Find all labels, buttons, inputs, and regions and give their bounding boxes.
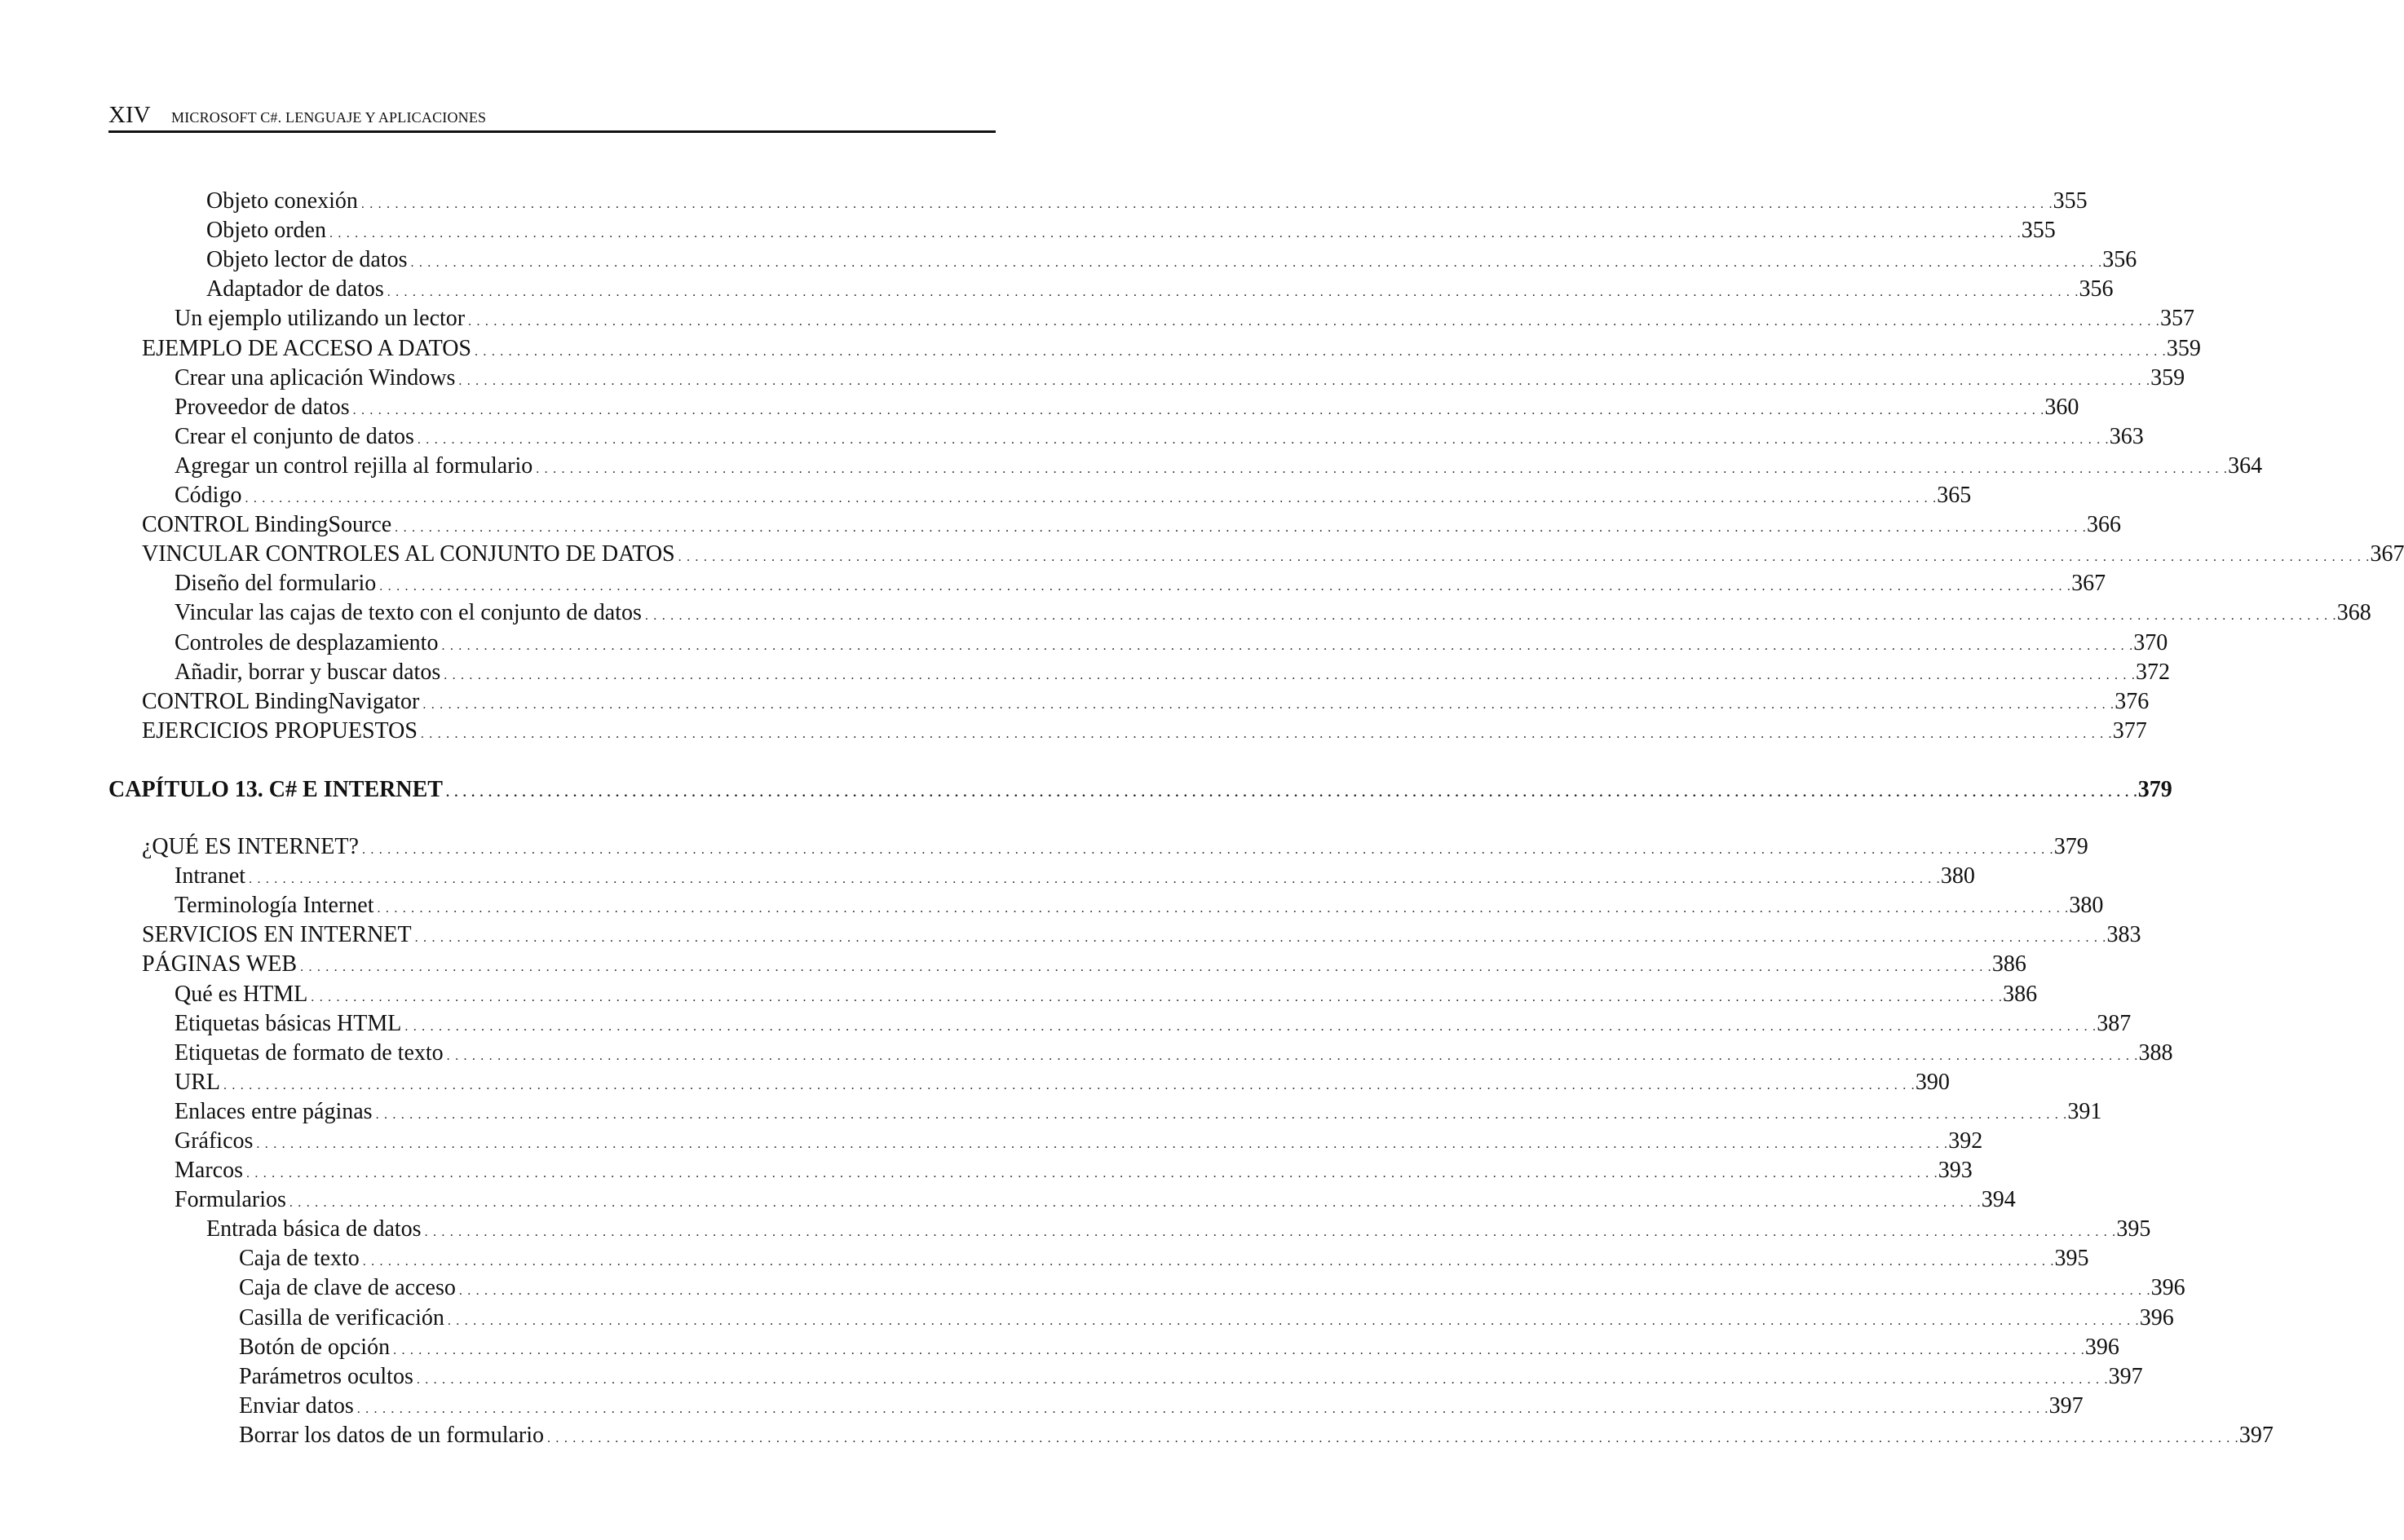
toc-entry-page: 386: [2003, 982, 2038, 1007]
toc-entry-title: Crear el conjunto de datos: [175, 424, 414, 449]
toc-entry[interactable]: [142, 510, 2121, 540]
toc-entry-title: Controles de desplazamiento: [175, 630, 439, 655]
dot-leader: . . . . . . . . . . . . . . . . . . . . . . . . . . . . . . . . . . . . . . . . . . . . . . . . . . . . . . . . . . . . . . . . . . . . . . . . . . . . . . . . . . . . . . . . . . . . . . . . . . . . . . . . . . . . . . . . . . . . . . . . . . . . . . . . . . . . . . . . . . . . . . . . . . . . . . . . . . . . . . . . . . . . . . . . . . . . . . . . . . . . . . . . . . . . . . . . . . . . . . . .: [445, 786, 2138, 800]
dot-leader: . . . . . . . . . . . . . . . . . . . . . . . . . . . . . . . . . . . . . . . . . . . . . . . . . . . . . . . . . . . . . . . . . . . . . . . . . . . . . . . . . . . . . . . . . . . . . . . . . . . . . . . . . . . . . . . . . . . . . . . . . . . . . . . . . . . . . . . . . . . . . . . . . . . . . . . . . . . . . . . . . . . . . . . . . . . . . . . . . . . . . . . . . . . . . . . . . . . . . . . .: [300, 960, 1992, 974]
dot-leader: . . . . . . . . . . . . . . . . . . . . . . . . . . . . . . . . . . . . . . . . . . . . . . . . . . . . . . . . . . . . . . . . . . . . . . . . . . . . . . . . . . . . . . . . . . . . . . . . . . . . . . . . . . . . . . . . . . . . . . . . . . . . . . . . . . . . . . . . . . . . . . . . . . . . . . . . . . . . . . . . . . . . . . . . . . . . . . . . . . . . . . . . . . . . . . . . . . . . . . . .: [417, 433, 2110, 447]
toc-entry-page: 367: [2370, 541, 2404, 567]
dot-leader: . . . . . . . . . . . . . . . . . . . . . . . . . . . . . . . . . . . . . . . . . . . . . . . . . . . . . . . . . . . . . . . . . . . . . . . . . . . . . . . . . . . . . . . . . . . . . . . . . . . . . . . . . . . . . . . . . . . . . . . . . . . . . . . . . . . . . . . . . . . . . . . . . . . . . . . . . . . . . . . . . . . . . . . . . . . . . . . . . . . . . . . . . . . . . . . . . . . . . . . .: [468, 315, 2160, 329]
toc-entry-title: EJERCICIOS PROPUESTOS: [142, 718, 418, 744]
dot-leader: . . . . . . . . . . . . . . . . . . . . . . . . . . . . . . . . . . . . . . . . . . . . . . . . . . . . . . . . . . . . . . . . . . . . . . . . . . . . . . . . . . . . . . . . . . . . . . . . . . . . . . . . . . . . . . . . . . . . . . . . . . . . . . . . . . . . . . . . . . . . . . . . . . . . . . . . . . . . . . . . . . . . . . . . . . . . . . . . . . . . . . . . . . . . . . . . . . . . . . . .: [422, 698, 2115, 712]
toc-entry-page: 394: [1981, 1187, 2016, 1212]
toc-entry[interactable]: [206, 245, 2137, 275]
toc-entry-page: 380: [1940, 863, 1975, 889]
toc-entry[interactable]: [175, 422, 2144, 452]
toc-entry-title: Caja de texto: [239, 1246, 360, 1271]
dot-leader: . . . . . . . . . . . . . . . . . . . . . . . . . . . . . . . . . . . . . . . . . . . . . . . . . . . . . . . . . . . . . . . . . . . . . . . . . . . . . . . . . . . . . . . . . . . . . . . . . . . . . . . . . . . . . . . . . . . . . . . . . . . . . . . . . . . . . . . . . . . . . . . . . . . . . . . . . . . . . . . . . . . . . . . . . . . . . . . . . . . . . . . . . . . . . . . . . . . . . . . .: [678, 550, 2371, 564]
toc-entry-page: 397: [2048, 1393, 2084, 1419]
dot-leader: . . . . . . . . . . . . . . . . . . . . . . . . . . . . . . . . . . . . . . . . . . . . . . . . . . . . . . . . . . . . . . . . . . . . . . . . . . . . . . . . . . . . . . . . . . . . . . . . . . . . . . . . . . . . . . . . . . . . . . . . . . . . . . . . . . . . . . . . . . . . . . . . . . . . . . . . . . . . . . . . . . . . . . . . . . . . . . . . . . . . . . . . . . . . . . . . . . . . . . . .: [377, 902, 2070, 916]
toc-entry-title: Agregar un control rejilla al formulario: [175, 453, 533, 479]
toc-entry[interactable]: [175, 364, 2185, 393]
dot-leader: . . . . . . . . . . . . . . . . . . . . . . . . . . . . . . . . . . . . . . . . . . . . . . . . . . . . . . . . . . . . . . . . . . . . . . . . . . . . . . . . . . . . . . . . . . . . . . . . . . . . . . . . . . . . . . . . . . . . . . . . . . . . . . . . . . . . . . . . . . . . . . . . . . . . . . . . . . . . . . . . . . . . . . . . . . . . . . . . . . . . . . . . . . . . . . . . . . . . . . . .: [289, 1196, 1982, 1210]
dot-leader: . . . . . . . . . . . . . . . . . . . . . . . . . . . . . . . . . . . . . . . . . . . . . . . . . . . . . . . . . . . . . . . . . . . . . . . . . . . . . . . . . . . . . . . . . . . . . . . . . . . . . . . . . . . . . . . . . . . . . . . . . . . . . . . . . . . . . . . . . . . . . . . . . . . . . . . . . . . . . . . . . . . . . . . . . . . . . . . . . . . . . . . . . . . . . . . . . . . . . . . .: [311, 991, 2004, 1004]
toc-entry[interactable]: [175, 658, 2171, 687]
toc-entry-page: 359: [2166, 336, 2201, 361]
dot-leader: . . . . . . . . . . . . . . . . . . . . . . . . . . . . . . . . . . . . . . . . . . . . . . . . . . . . . . . . . . . . . . . . . . . . . . . . . . . . . . . . . . . . . . . . . . . . . . . . . . . . . . . . . . . . . . . . . . . . . . . . . . . . . . . . . . . . . . . . . . . . . . . . . . . . . . . . . . . . . . . . . . . . . . . . . . . . . . . . . . . . . . . . . . . . . . . . . . . . . . . .: [249, 872, 1941, 886]
toc-entry-page: 377: [2112, 718, 2147, 744]
dot-leader: . . . . . . . . . . . . . . . . . . . . . . . . . . . . . . . . . . . . . . . . . . . . . . . . . . . . . . . . . . . . . . . . . . . . . . . . . . . . . . . . . . . . . . . . . . . . . . . . . . . . . . . . . . . . . . . . . . . . . . . . . . . . . . . . . . . . . . . . . . . . . . . . . . . . . . . . . . . . . . . . . . . . . . . . . . . . . . . . . . . . . . . . . . . . . . . . . . . . . . . .: [352, 404, 2045, 417]
toc-entry[interactable]: [175, 1039, 2173, 1068]
toc-entry-page: 383: [2106, 922, 2141, 947]
toc-entry[interactable]: [239, 1421, 2274, 1450]
toc-entry[interactable]: [175, 862, 1975, 891]
toc-entry-page: 396: [2084, 1335, 2119, 1360]
toc-entry-title: EJEMPLO DE ACCESO A DATOS: [142, 336, 472, 361]
dot-leader: . . . . . . . . . . . . . . . . . . . . . . . . . . . . . . . . . . . . . . . . . . . . . . . . . . . . . . . . . . . . . . . . . . . . . . . . . . . . . . . . . . . . . . . . . . . . . . . . . . . . . . . . . . . . . . . . . . . . . . . . . . . . . . . . . . . . . . . . . . . . . . . . . . . . . . . . . . . . . . . . . . . . . . . . . . . . . . . . . . . . . . . . . . . . . . . . . . . . . . . .: [424, 1225, 2117, 1239]
toc-entry-title: Proveedor de datos: [175, 395, 350, 420]
toc-entry-page: 388: [2138, 1040, 2173, 1066]
dot-leader: . . . . . . . . . . . . . . . . . . . . . . . . . . . . . . . . . . . . . . . . . . . . . . . . . . . . . . . . . . . . . . . . . . . . . . . . . . . . . . . . . . . . . . . . . . . . . . . . . . . . . . . . . . . . . . . . . . . . . . . . . . . . . . . . . . . . . . . . . . . . . . . . . . . . . . . . . . . . . . . . . . . . . . . . . . . . . . . . . . . . . . . . . . . . . . . . . . . . . . . .: [329, 227, 2022, 240]
toc-entry-page: 355: [2021, 218, 2056, 243]
toc-entry-page: 376: [2115, 689, 2150, 714]
dot-leader: . . . . . . . . . . . . . . . . . . . . . . . . . . . . . . . . . . . . . . . . . . . . . . . . . . . . . . . . . . . . . . . . . . . . . . . . . . . . . . . . . . . . . . . . . . . . . . . . . . . . . . . . . . . . . . . . . . . . . . . . . . . . . . . . . . . . . . . . . . . . . . . . . . . . . . . . . . . . . . . . . . . . . . . . . . . . . . . . . . . . . . . . . . . . . . . . . . . . . . . .: [458, 374, 2151, 388]
toc-entry[interactable]: [239, 1392, 2084, 1421]
toc-entry[interactable]: [175, 481, 1972, 510]
toc-entry-title: Enviar datos: [239, 1393, 354, 1419]
toc-entry[interactable]: [175, 598, 2371, 628]
toc-entry-title: CONTROL BindingNavigator: [142, 689, 420, 714]
toc-entry-page: 360: [2044, 395, 2079, 420]
page-folio: XIV: [108, 102, 151, 128]
toc-entry-page: 391: [2067, 1099, 2102, 1124]
toc-entry[interactable]: [175, 1156, 1973, 1185]
toc-entry[interactable]: [142, 717, 2147, 746]
toc-entry-title: Objeto conexión: [206, 188, 358, 214]
toc-entry-title: Diseño del formulario: [175, 571, 377, 596]
toc-entry-title: Crear una aplicación Windows: [175, 365, 456, 391]
toc-entry-page: 390: [1915, 1070, 1950, 1095]
toc-entry-page: 356: [2102, 247, 2137, 272]
dot-leader: . . . . . . . . . . . . . . . . . . . . . . . . . . . . . . . . . . . . . . . . . . . . . . . . . . . . . . . . . . . . . . . . . . . . . . . . . . . . . . . . . . . . . . . . . . . . . . . . . . . . . . . . . . . . . . . . . . . . . . . . . . . . . . . . . . . . . . . . . . . . . . . . . . . . . . . . . . . . . . . . . . . . . . . . . . . . . . . . . . . . . . . . . . . . . . . . . . . . . . . .: [245, 492, 1938, 505]
toc-entry-title: Botón de opción: [239, 1335, 391, 1360]
toc-entry[interactable]: [239, 1304, 2174, 1333]
toc-entry-page: 370: [2133, 630, 2168, 655]
dot-leader: . . . . . . . . . . . . . . . . . . . . . . . . . . . . . . . . . . . . . . . . . . . . . . . . . . . . . . . . . . . . . . . . . . . . . . . . . . . . . . . . . . . . . . . . . . . . . . . . . . . . . . . . . . . . . . . . . . . . . . . . . . . . . . . . . . . . . . . . . . . . . . . . . . . . . . . . . . . . . . . . . . . . . . . . . . . . . . . . . . . . . . . . . . . . . . . . . . . . . . . .: [395, 521, 2087, 535]
toc-entry[interactable]: [175, 569, 2106, 598]
toc-entry-title: Añadir, borrar y buscar datos: [175, 660, 441, 685]
toc-entry-page: 397: [2238, 1423, 2274, 1448]
toc-entry-page: 396: [2150, 1275, 2185, 1300]
toc-entry-title: Terminología Internet: [175, 893, 374, 918]
dot-leader: . . . . . . . . . . . . . . . . . . . . . . . . . . . . . . . . . . . . . . . . . . . . . . . . . . . . . . . . . . . . . . . . . . . . . . . . . . . . . . . . . . . . . . . . . . . . . . . . . . . . . . . . . . . . . . . . . . . . . . . . . . . . . . . . . . . . . . . . . . . . . . . . . . . . . . . . . . . . . . . . . . . . . . . . . . . . . . . . . . . . . . . . . . . . . . . . . . . . . . . .: [361, 843, 2054, 857]
toc-chapter-entry[interactable]: [108, 775, 2172, 805]
toc-entry-title: Objeto orden: [206, 218, 326, 243]
toc-entry-page: 393: [1938, 1158, 1973, 1183]
dot-leader: . . . . . . . . . . . . . . . . . . . . . . . . . . . . . . . . . . . . . . . . . . . . . . . . . . . . . . . . . . . . . . . . . . . . . . . . . . . . . . . . . . . . . . . . . . . . . . . . . . . . . . . . . . . . . . . . . . . . . . . . . . . . . . . . . . . . . . . . . . . . . . . . . . . . . . . . . . . . . . . . . . . . . . . . . . . . . . . . . . . . . . . . . . . . . . . . . . . . . . . .: [446, 1049, 2139, 1063]
toc-entry[interactable]: [175, 1097, 2102, 1127]
dot-leader: . . . . . . . . . . . . . . . . . . . . . . . . . . . . . . . . . . . . . . . . . . . . . . . . . . . . . . . . . . . . . . . . . . . . . . . . . . . . . . . . . . . . . . . . . . . . . . . . . . . . . . . . . . . . . . . . . . . . . . . . . . . . . . . . . . . . . . . . . . . . . . . . . . . . . . . . . . . . . . . . . . . . . . . . . . . . . . . . . . . . . . . . . . . . . . . . . . . . . . . .: [375, 1108, 2068, 1122]
toc-entry-title: Vincular las cajas de texto con el conjunto de datos: [175, 600, 642, 625]
dot-leader: . . . . . . . . . . . . . . . . . . . . . . . . . . . . . . . . . . . . . . . . . . . . . . . . . . . . . . . . . . . . . . . . . . . . . . . . . . . . . . . . . . . . . . . . . . . . . . . . . . . . . . . . . . . . . . . . . . . . . . . . . . . . . . . . . . . . . . . . . . . . . . . . . . . . . . . . . . . . . . . . . . . . . . . . . . . . . . . . . . . . . . . . . . . . . . . . . . . . . . . .: [458, 1284, 2151, 1298]
toc-entry-page: 387: [2097, 1011, 2132, 1036]
toc-entry-title: Un ejemplo utilizando un lector: [175, 306, 466, 331]
dot-leader: . . . . . . . . . . . . . . . . . . . . . . . . . . . . . . . . . . . . . . . . . . . . . . . . . . . . . . . . . . . . . . . . . . . . . . . . . . . . . . . . . . . . . . . . . . . . . . . . . . . . . . . . . . . . . . . . . . . . . . . . . . . . . . . . . . . . . . . . . . . . . . . . . . . . . . . . . . . . . . . . . . . . . . . . . . . . . . . . . . . . . . . . . . . . . . . . . . . . . . . .: [536, 462, 2229, 476]
toc-entry-page: 397: [2108, 1364, 2143, 1389]
toc-entry[interactable]: [239, 1244, 2089, 1273]
dot-leader: . . . . . . . . . . . . . . . . . . . . . . . . . . . . . . . . . . . . . . . . . . . . . . . . . . . . . . . . . . . . . . . . . . . . . . . . . . . . . . . . . . . . . . . . . . . . . . . . . . . . . . . . . . . . . . . . . . . . . . . . . . . . . . . . . . . . . . . . . . . . . . . . . . . . . . . . . . . . . . . . . . . . . . . . . . . . . . . . . . . . . . . . . . . . . . . . . . . . . . . .: [547, 1432, 2239, 1445]
toc-entry-page: 380: [2069, 893, 2104, 918]
toc-entry[interactable]: [175, 1068, 1950, 1097]
toc-entry[interactable]: [175, 980, 2038, 1009]
toc-entry-page: 364: [2228, 453, 2263, 479]
toc-entry[interactable]: [175, 1127, 1983, 1156]
toc-entry-page: 396: [2139, 1305, 2174, 1330]
toc-entry[interactable]: [175, 891, 2104, 920]
dot-leader: . . . . . . . . . . . . . . . . . . . . . . . . . . . . . . . . . . . . . . . . . . . . . . . . . . . . . . . . . . . . . . . . . . . . . . . . . . . . . . . . . . . . . . . . . . . . . . . . . . . . . . . . . . . . . . . . . . . . . . . . . . . . . . . . . . . . . . . . . . . . . . . . . . . . . . . . . . . . . . . . . . . . . . . . . . . . . . . . . . . . . . . . . . . . . . . . . . . . . . . .: [644, 609, 2337, 623]
toc-entry-page: 366: [2086, 512, 2121, 537]
toc-entry-page: 392: [1948, 1128, 1983, 1154]
toc-entry-title: Borrar los datos de un formulario: [239, 1423, 545, 1448]
toc-entry-page: 355: [2053, 188, 2088, 214]
dot-leader: . . . . . . . . . . . . . . . . . . . . . . . . . . . . . . . . . . . . . . . . . . . . . . . . . . . . . . . . . . . . . . . . . . . . . . . . . . . . . . . . . . . . . . . . . . . . . . . . . . . . . . . . . . . . . . . . . . . . . . . . . . . . . . . . . . . . . . . . . . . . . . . . . . . . . . . . . . . . . . . . . . . . . . . . . . . . . . . . . . . . . . . . . . . . . . . . . . . . . . . .: [410, 256, 2103, 270]
toc-entry-page: 365: [1937, 483, 1972, 508]
toc-entry-page: 359: [2150, 365, 2185, 391]
toc-entry[interactable]: [239, 1362, 2143, 1392]
toc-entry[interactable]: [206, 275, 2114, 304]
toc-entry[interactable]: [142, 832, 2088, 862]
dot-leader: . . . . . . . . . . . . . . . . . . . . . . . . . . . . . . . . . . . . . . . . . . . . . . . . . . . . . . . . . . . . . . . . . . . . . . . . . . . . . . . . . . . . . . . . . . . . . . . . . . . . . . . . . . . . . . . . . . . . . . . . . . . . . . . . . . . . . . . . . . . . . . . . . . . . . . . . . . . . . . . . . . . . . . . . . . . . . . . . . . . . . . . . . . . . . . . . . . . . . . . .: [420, 727, 2113, 741]
dot-leader: . . . . . . . . . . . . . . . . . . . . . . . . . . . . . . . . . . . . . . . . . . . . . . . . . . . . . . . . . . . . . . . . . . . . . . . . . . . . . . . . . . . . . . . . . . . . . . . . . . . . . . . . . . . . . . . . . . . . . . . . . . . . . . . . . . . . . . . . . . . . . . . . . . . . . . . . . . . . . . . . . . . . . . . . . . . . . . . . . . . . . . . . . . . . . . . . . . . . . . . .: [475, 345, 2167, 359]
dot-leader: . . . . . . . . . . . . . . . . . . . . . . . . . . . . . . . . . . . . . . . . . . . . . . . . . . . . . . . . . . . . . . . . . . . . . . . . . . . . . . . . . . . . . . . . . . . . . . . . . . . . . . . . . . . . . . . . . . . . . . . . . . . . . . . . . . . . . . . . . . . . . . . . . . . . . . . . . . . . . . . . . . . . . . . . . . . . . . . . . . . . . . . . . . . . . . . . . . . . . . . .: [360, 197, 2053, 211]
toc-entry[interactable]: [206, 187, 2088, 216]
toc-entry-title: Qué es HTML: [175, 982, 308, 1007]
toc-entry[interactable]: [142, 334, 2201, 364]
toc-entry-page: 357: [2159, 306, 2194, 331]
toc-entry-title: Parámetros ocultos: [239, 1364, 413, 1389]
toc-entry-page: 386: [1991, 951, 2026, 977]
toc-entry-title: VINCULAR CONTROLES AL CONJUNTO DE DATOS: [142, 541, 675, 567]
toc-entry-title: Marcos: [175, 1158, 243, 1183]
toc-entry[interactable]: [175, 393, 2079, 422]
toc-entry[interactable]: [239, 1273, 2185, 1303]
toc-entry[interactable]: [142, 950, 2026, 979]
toc-entry-title: CONTROL BindingSource: [142, 512, 392, 537]
toc-entry-title: Enlaces entre páginas: [175, 1099, 373, 1124]
toc-entry-title: ¿QUÉ ES INTERNET?: [142, 834, 359, 859]
running-title: MICROSOFT C#. LENGUAJE Y APLICACIONES: [171, 109, 487, 126]
toc-entry-title: Gráficos: [175, 1128, 254, 1154]
toc-entry-page: 368: [2336, 600, 2371, 625]
toc-entry-title: Intranet: [175, 863, 246, 889]
toc-entry[interactable]: [206, 216, 2056, 245]
dot-leader: . . . . . . . . . . . . . . . . . . . . . . . . . . . . . . . . . . . . . . . . . . . . . . . . . . . . . . . . . . . . . . . . . . . . . . . . . . . . . . . . . . . . . . . . . . . . . . . . . . . . . . . . . . . . . . . . . . . . . . . . . . . . . . . . . . . . . . . . . . . . . . . . . . . . . . . . . . . . . . . . . . . . . . . . . . . . . . . . . . . . . . . . . . . . . . . . . . . . . . . .: [444, 669, 2137, 682]
toc-entry[interactable]: [142, 687, 2150, 717]
toc-entry-title: Etiquetas de formato de texto: [175, 1040, 444, 1066]
toc-entry-title: Objeto lector de datos: [206, 247, 408, 272]
toc-entry[interactable]: [175, 629, 2168, 658]
toc-entry-title: SERVICIOS EN INTERNET: [142, 922, 412, 947]
toc-entry[interactable]: [175, 304, 2194, 333]
toc-entry-title: Adaptador de datos: [206, 276, 384, 302]
dot-leader: . . . . . . . . . . . . . . . . . . . . . . . . . . . . . . . . . . . . . . . . . . . . . . . . . . . . . . . . . . . . . . . . . . . . . . . . . . . . . . . . . . . . . . . . . . . . . . . . . . . . . . . . . . . . . . . . . . . . . . . . . . . . . . . . . . . . . . . . . . . . . . . . . . . . . . . . . . . . . . . . . . . . . . . . . . . . . . . . . . . . . . . . . . . . . . . . . . . . . . . .: [416, 1373, 2109, 1387]
dot-leader: . . . . . . . . . . . . . . . . . . . . . . . . . . . . . . . . . . . . . . . . . . . . . . . . . . . . . . . . . . . . . . . . . . . . . . . . . . . . . . . . . . . . . . . . . . . . . . . . . . . . . . . . . . . . . . . . . . . . . . . . . . . . . . . . . . . . . . . . . . . . . . . . . . . . . . . . . . . . . . . . . . . . . . . . . . . . . . . . . . . . . . . . . . . . . . . . . . . . . . . .: [414, 931, 2107, 945]
toc-entry[interactable]: [142, 920, 2141, 950]
toc-entry[interactable]: [206, 1215, 2151, 1244]
toc-entry-page: 379: [2137, 777, 2172, 802]
dot-leader: . . . . . . . . . . . . . . . . . . . . . . . . . . . . . . . . . . . . . . . . . . . . . . . . . . . . . . . . . . . . . . . . . . . . . . . . . . . . . . . . . . . . . . . . . . . . . . . . . . . . . . . . . . . . . . . . . . . . . . . . . . . . . . . . . . . . . . . . . . . . . . . . . . . . . . . . . . . . . . . . . . . . . . . . . . . . . . . . . . . . . . . . . . . . . . . . . . . . . . . .: [404, 1020, 2097, 1034]
toc-entry-title: PÁGINAS WEB: [142, 951, 298, 977]
toc-entry[interactable]: [142, 540, 2404, 569]
toc-entry-title: Entrada básica de datos: [206, 1216, 422, 1242]
toc-entry-title: CAPÍTULO 13. C# E INTERNET: [108, 777, 443, 802]
toc-entry-title: Código: [175, 483, 242, 508]
dot-leader: . . . . . . . . . . . . . . . . . . . . . . . . . . . . . . . . . . . . . . . . . . . . . . . . . . . . . . . . . . . . . . . . . . . . . . . . . . . . . . . . . . . . . . . . . . . . . . . . . . . . . . . . . . . . . . . . . . . . . . . . . . . . . . . . . . . . . . . . . . . . . . . . . . . . . . . . . . . . . . . . . . . . . . . . . . . . . . . . . . . . . . . . . . . . . . . . . . . . . . . .: [387, 285, 2079, 299]
toc-entry-page: 395: [2054, 1246, 2089, 1271]
toc-entry[interactable]: [175, 1009, 2132, 1039]
toc-entry[interactable]: [175, 1185, 2016, 1215]
toc-entry-page: 395: [2116, 1216, 2151, 1242]
toc-entry-title: Formularios: [175, 1187, 286, 1212]
toc-entry-title: Caja de clave de acceso: [239, 1275, 456, 1300]
toc-entry[interactable]: [175, 452, 2263, 481]
dot-leader: . . . . . . . . . . . . . . . . . . . . . . . . . . . . . . . . . . . . . . . . . . . . . . . . . . . . . . . . . . . . . . . . . . . . . . . . . . . . . . . . . . . . . . . . . . . . . . . . . . . . . . . . . . . . . . . . . . . . . . . . . . . . . . . . . . . . . . . . . . . . . . . . . . . . . . . . . . . . . . . . . . . . . . . . . . . . . . . . . . . . . . . . . . . . . . . . . . . . . . . .: [379, 580, 2072, 593]
toc-entry-page: 372: [2136, 660, 2171, 685]
dot-leader: . . . . . . . . . . . . . . . . . . . . . . . . . . . . . . . . . . . . . . . . . . . . . . . . . . . . . . . . . . . . . . . . . . . . . . . . . . . . . . . . . . . . . . . . . . . . . . . . . . . . . . . . . . . . . . . . . . . . . . . . . . . . . . . . . . . . . . . . . . . . . . . . . . . . . . . . . . . . . . . . . . . . . . . . . . . . . . . . . . . . . . . . . . . . . . . . . . . . . . . .: [393, 1344, 2085, 1357]
toc-entry-title: Etiquetas básicas HTML: [175, 1011, 402, 1036]
toc-entry-page: 356: [2079, 276, 2114, 302]
dot-leader: . . . . . . . . . . . . . . . . . . . . . . . . . . . . . . . . . . . . . . . . . . . . . . . . . . . . . . . . . . . . . . . . . . . . . . . . . . . . . . . . . . . . . . . . . . . . . . . . . . . . . . . . . . . . . . . . . . . . . . . . . . . . . . . . . . . . . . . . . . . . . . . . . . . . . . . . . . . . . . . . . . . . . . . . . . . . . . . . . . . . . . . . . . . . . . . . . . . . . . . .: [223, 1079, 1916, 1092]
toc-entry-page: 367: [2071, 571, 2106, 596]
dot-leader: . . . . . . . . . . . . . . . . . . . . . . . . . . . . . . . . . . . . . . . . . . . . . . . . . . . . . . . . . . . . . . . . . . . . . . . . . . . . . . . . . . . . . . . . . . . . . . . . . . . . . . . . . . . . . . . . . . . . . . . . . . . . . . . . . . . . . . . . . . . . . . . . . . . . . . . . . . . . . . . . . . . . . . . . . . . . . . . . . . . . . . . . . . . . . . . . . . . . . . . .: [356, 1402, 2049, 1416]
toc-entry-page: 379: [2053, 834, 2088, 859]
toc-entry[interactable]: [239, 1333, 2119, 1362]
toc-entry-title: Casilla de verificación: [239, 1305, 444, 1330]
dot-leader: . . . . . . . . . . . . . . . . . . . . . . . . . . . . . . . . . . . . . . . . . . . . . . . . . . . . . . . . . . . . . . . . . . . . . . . . . . . . . . . . . . . . . . . . . . . . . . . . . . . . . . . . . . . . . . . . . . . . . . . . . . . . . . . . . . . . . . . . . . . . . . . . . . . . . . . . . . . . . . . . . . . . . . . . . . . . . . . . . . . . . . . . . . . . . . . . . . . . . . . .: [245, 1167, 1938, 1180]
toc-entry-page: 363: [2109, 424, 2144, 449]
toc-entry-title: URL: [175, 1070, 220, 1095]
dot-leader: . . . . . . . . . . . . . . . . . . . . . . . . . . . . . . . . . . . . . . . . . . . . . . . . . . . . . . . . . . . . . . . . . . . . . . . . . . . . . . . . . . . . . . . . . . . . . . . . . . . . . . . . . . . . . . . . . . . . . . . . . . . . . . . . . . . . . . . . . . . . . . . . . . . . . . . . . . . . . . . . . . . . . . . . . . . . . . . . . . . . . . . . . . . . . . . . . . . . . . . .: [447, 1314, 2140, 1328]
dot-leader: . . . . . . . . . . . . . . . . . . . . . . . . . . . . . . . . . . . . . . . . . . . . . . . . . . . . . . . . . . . . . . . . . . . . . . . . . . . . . . . . . . . . . . . . . . . . . . . . . . . . . . . . . . . . . . . . . . . . . . . . . . . . . . . . . . . . . . . . . . . . . . . . . . . . . . . . . . . . . . . . . . . . . . . . . . . . . . . . . . . . . . . . . . . . . . . . . . . . . . . .: [256, 1137, 1949, 1151]
dot-leader: . . . . . . . . . . . . . . . . . . . . . . . . . . . . . . . . . . . . . . . . . . . . . . . . . . . . . . . . . . . . . . . . . . . . . . . . . . . . . . . . . . . . . . . . . . . . . . . . . . . . . . . . . . . . . . . . . . . . . . . . . . . . . . . . . . . . . . . . . . . . . . . . . . . . . . . . . . . . . . . . . . . . . . . . . . . . . . . . . . . . . . . . . . . . . . . . . . . . . . . .: [362, 1255, 2055, 1269]
dot-leader: . . . . . . . . . . . . . . . . . . . . . . . . . . . . . . . . . . . . . . . . . . . . . . . . . . . . . . . . . . . . . . . . . . . . . . . . . . . . . . . . . . . . . . . . . . . . . . . . . . . . . . . . . . . . . . . . . . . . . . . . . . . . . . . . . . . . . . . . . . . . . . . . . . . . . . . . . . . . . . . . . . . . . . . . . . . . . . . . . . . . . . . . . . . . . . . . . . . . . . . .: [441, 639, 2134, 653]
